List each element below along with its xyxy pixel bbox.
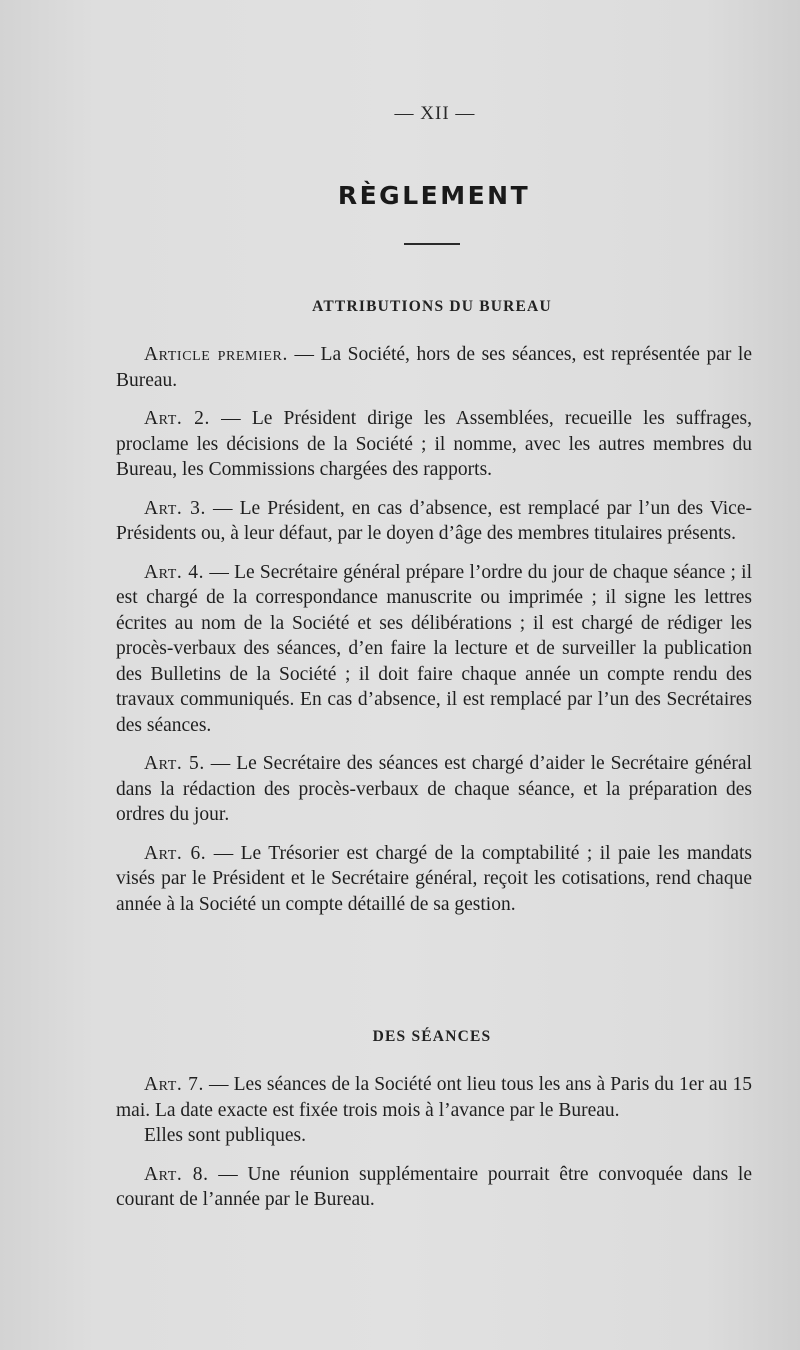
article-paragraph <box>116 841 752 918</box>
section-heading-attributions: ATTRIBUTIONS DU BUREAU <box>312 298 552 315</box>
article-label: Art. 7. <box>144 1074 204 1095</box>
article-label: Art. 3. <box>144 497 206 519</box>
section-body-seances <box>116 1072 752 1213</box>
article-text: — La Société, hors de ses séances, est représentée par le Bureau. <box>116 344 752 391</box>
article-text: — Le Secrétaire général prépare l’ordre du jour de chaque séance ; il est chargé de la correspondance manuscrite ou imprimée ; il signe les lettres écrites au nom de la Société et ses délibérations ; il est chargé de rédiger les procès-verbaux des séances, d’en faire la lecture et de surveiller la publication des Bulletins de la Société ; il doit faire chaque année un compte rendu des travaux communiqués. En cas d’absence, il est remplacé par l’un des Secrétaires des séances. <box>116 561 752 736</box>
article-paragraph <box>116 751 752 828</box>
article-label: Art. 2. <box>144 408 210 429</box>
title-divider <box>404 243 460 245</box>
article-label: Article premier. <box>144 344 288 365</box>
article-text: — Les séances de la Société ont lieu tous les ans à Paris du 1er au 15 mai. La date exacte est fixée trois mois à l’avance par le Bureau. <box>116 1074 752 1121</box>
article-label: Art. 6. <box>144 842 207 864</box>
article-paragraph <box>116 342 752 393</box>
article-label: Art. 8. <box>144 1163 209 1185</box>
article-text: — Le Trésorier est chargé de la comptabilité ; il paie les mandats visés par le Président et le Secrétaire général, reçoit les cotisations, rend chaque année à la Société un compte détaillé de sa gestion. <box>116 842 752 915</box>
article-text: — Le Secrétaire des séances est chargé d’aider le Secrétaire général dans la rédaction des procès-verbaux de chaque séance, et la préparation des ordres du jour. <box>116 753 752 825</box>
article-label: Art. 5. <box>144 753 205 774</box>
page-number: — XII — <box>394 103 476 124</box>
article-text: — Une réunion supplémentaire pourrait être convoquée dans le courant de l’année par le Bureau. <box>116 1163 752 1210</box>
article-paragraph <box>116 1162 752 1213</box>
article-paragraph <box>116 406 752 483</box>
article-paragraph <box>116 1072 752 1123</box>
section-heading-seances: DES SÉANCES <box>372 1028 492 1045</box>
article-text: Elles sont publiques. <box>144 1125 306 1146</box>
article-paragraph <box>116 496 752 547</box>
section-body-attributions <box>116 342 752 917</box>
page-title: RÈGLEMENT <box>337 181 531 210</box>
article-text: — Le Président dirige les Assemblées, recueille les suffrages, proclame les décisions de la Société ; il nomme, avec les autres membres du Bureau, les Commissions chargées des rapports. <box>116 408 752 480</box>
article-label: Art. 4. <box>144 561 205 583</box>
article-text: — Le Président, en cas d’absence, est remplacé par l’un des Vice-Présidents ou, à leur défaut, par le doyen d’âge des membres titulaires présents. <box>116 497 752 544</box>
article-paragraph <box>116 1123 752 1149</box>
article-paragraph <box>116 560 752 739</box>
